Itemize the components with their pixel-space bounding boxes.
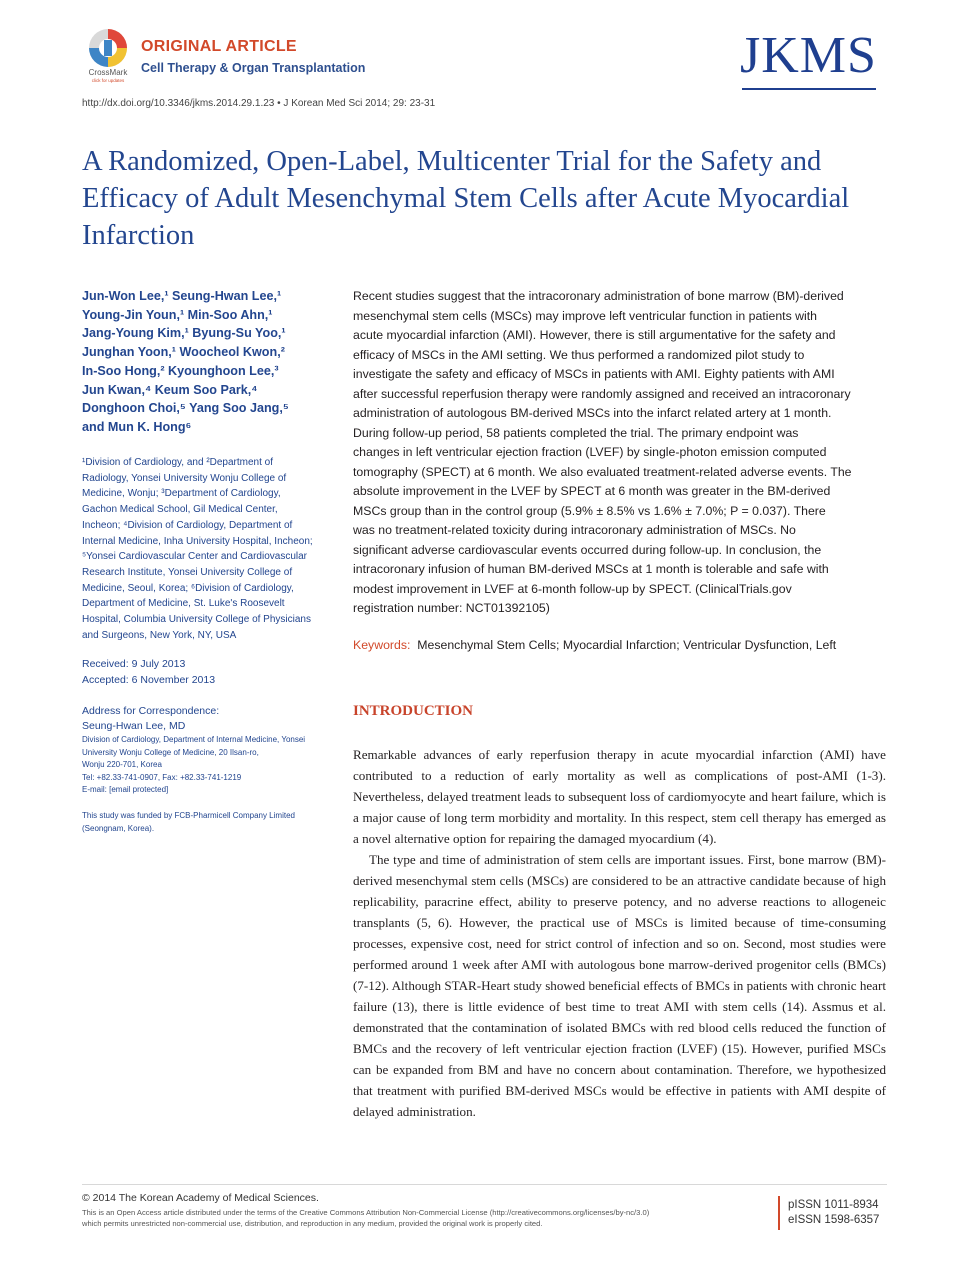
affiliation-line: ¹Division of Cardiology, and ²Department of xyxy=(82,457,274,468)
received-date: Received: 9 July 2013 xyxy=(82,658,186,670)
affiliation-line: Research Institute, Yonsei University College of xyxy=(82,566,293,578)
author-line: Jun-Won Lee,¹ Seung-Hwan Lee,¹ xyxy=(82,289,282,303)
intro-paragraph: The type and time of administration of stem cells are important issues. First, bone marrow (BM)-derived mesenchymal stem cells (MSCs) are considered to be an attractive candidate because of high replicability, paracrine effect, ability to preserve potency, and no adverse reactions to allogeneic transplants (5, 6). However, the practical use of MSCs is limited because of time-consuming processes, expensive cost, need for strict control of infection and so on. Second, most studies were performed around 1 week after AMI with autologous bone marrow-derived progenitor cells (BMCs) (7-12). Although STAR-Heart study showed beneficial effects of BMCs in patients with chronic heart failure (13), there is little evidence of best time to treat AMI with stem cells (14). Assmus et al. demonstrated that the contamination of isolated BMCs with red blood cells reduced the function of BMCs and the recovery of left ventricular ejection fraction (LVEF) (15). However, purified MSCs can be expanded from BM and have no concern about contamination. Therefore, we hypothesized that treatment with purified BM-derived MSCs would be effective in patients with AMI despite of delayed administration. xyxy=(353,852,886,1119)
author-list xyxy=(82,287,344,437)
correspondence-label: Address for Correspondence: xyxy=(82,705,220,717)
keywords-label: Keywords: xyxy=(353,638,411,652)
correspondence-name: Seung-Hwan Lee, MD xyxy=(82,720,186,732)
funding-line: (Seongnam, Korea). xyxy=(82,823,155,833)
affiliation-line: ⁵Yonsei Cardiovascular Center and Cardiovascular xyxy=(82,551,308,563)
correspondence-address-line: Wonju 220-701, Korea xyxy=(82,760,162,769)
accepted-date: Accepted: 6 November 2013 xyxy=(82,673,216,686)
license-line: which permits unrestricted non-commercial use, distribution, and reproduction in any medium, provided the original work is properly cited. xyxy=(82,1219,543,1228)
introduction-heading: INTRODUCTION xyxy=(353,703,474,719)
affiliations xyxy=(82,455,344,643)
abstract-line: mesenchymal stem cells (MSCs) may improve left ventricular function in patients with xyxy=(353,308,818,323)
abstract-line: changes in left ventricular ejection fraction (LVEF) by single-photon emission computed xyxy=(353,445,827,459)
crossmark-badge[interactable] xyxy=(82,26,134,90)
affiliation-line: Incheon; ⁴Division of Cardiology, Department of xyxy=(82,519,293,531)
funding-line: This study was funded by FCB-Pharmicell Company Limited xyxy=(82,811,295,820)
author-line: Donghoon Choi,⁵ Yang Soo Jang,⁵ xyxy=(82,401,289,416)
abstract-line: tomography (SPECT) at 6 month. We also evaluated treatment-related adverse events. The xyxy=(353,464,852,479)
abstract xyxy=(353,287,885,619)
abstract-line: intracoronary infusion of human BM-derived MSCs at 1 month is tolerable and safe with xyxy=(353,562,829,576)
correspondence-address-line: University Wonju College of Medicine, 20 Ilsan-ro, xyxy=(82,747,259,757)
keywords-text: Mesenchymal Stem Cells; Myocardial Infarction; Ventricular Dysfunction, Left xyxy=(417,638,837,652)
abstract-line: MSCs group than in the control group (5.9% ± 8.5% vs 1.6% ± 7.0%; P = 0.037). There xyxy=(353,503,826,518)
affiliation-line: Hospital, Columbia University College of Physicians xyxy=(82,614,311,626)
abstract-line: after successful reperfusion therapy were randomly assigned and received an intracoronary xyxy=(353,386,851,401)
author-line: and Mun K. Hong⁶ xyxy=(82,419,192,434)
footer-divider xyxy=(82,1184,887,1185)
pissn: pISSN 1011-8934 xyxy=(788,1199,879,1211)
abstract-line: administration of autologous BM-derived MSCs into the infarct related artery at 1 month. xyxy=(353,406,832,420)
license-line: This is an Open Access article distributed under the terms of the Creative Commons Attribution Non-Commercial License (http://creativecommons.org/licenses/by-nc/3.0) xyxy=(82,1208,650,1217)
affiliation-line: Radiology, Yonsei University Wonju College of xyxy=(82,472,287,484)
journal-logo-underline xyxy=(742,88,876,90)
issn-divider xyxy=(778,1196,780,1230)
author-line: Jang-Young Kim,¹ Byung-Su Yoo,¹ xyxy=(82,326,286,341)
introduction-body xyxy=(353,744,886,1122)
intro-paragraph: Remarkable advances of early reperfusion therapy in acute myocardial infarction (AMI) have contributed to a reduction of early mortality as well as complications of post-AMI (1-3). Nevertheless, delayed treatment leads to subsequent loss of cardiomyocyte and heart failure, which is a major cause of long term morbidity and mortality. In this respect, stem cell therapy has emerged as a novel alternative option for repairing the damaged myocardium (4). xyxy=(353,747,886,846)
journal-logo: JKMS xyxy=(740,27,877,84)
affiliation-line: and Surgeons, New York, NY, USA xyxy=(82,629,237,641)
correspondence-email[interactable]: E-mail: [email protected] xyxy=(82,785,169,794)
issn-block xyxy=(788,1198,879,1228)
author-line: Junghan Yoon,¹ Woocheol Kwon,² xyxy=(82,345,285,360)
crossmark-sublabel: click for updates xyxy=(91,78,125,83)
abstract-line: investigate the safety and efficacy of MSCs in patients with AMI. Eighty patients with AMI xyxy=(353,367,835,381)
abstract-line: registration number: NCT01392105) xyxy=(353,601,550,615)
abstract-line: absolute improvement in the LVEF by SPECT at 6 month was greater in the BM-derived xyxy=(353,484,831,498)
affiliation-line: Gachon Medical School, Gil Medical Center, xyxy=(82,504,278,516)
article-subcategory: Cell Therapy & Organ Transplantation xyxy=(141,61,366,75)
affiliation-line: Medicine, Seoul, Korea; ⁶Division of Cardiology, xyxy=(82,582,294,594)
funding-note xyxy=(82,810,344,835)
abstract-line: was no treatment-related toxicity during intracoronary administration of MSCs. No xyxy=(353,523,796,537)
correspondence-phone: Tel: +82.33-741-0907, Fax: +82.33-741-1219 xyxy=(82,772,242,782)
correspondence xyxy=(82,704,344,797)
abstract-line: modest improvement in LVEF at 6-month follow-up by SPECT. (ClinicalTrials.gov xyxy=(353,581,792,596)
article-title: A Randomized, Open-Label, Multicenter Trial for the Safety and Efficacy of Adult Mesenchymal Stem Cells after Acute Myocardial Infarction xyxy=(82,146,850,251)
article-category: ORIGINAL ARTICLE xyxy=(141,38,297,55)
correspondence-address-line: Division of Cardiology, Department of Internal Medicine, Yonsei xyxy=(82,735,306,744)
article-dates xyxy=(82,657,344,688)
affiliation-line: Department of Medicine, St. Luke's Roosevelt xyxy=(82,598,285,610)
license-note xyxy=(82,1207,772,1229)
abstract-line: efficacy of MSCs in the AMI setting. We thus performed a randomized pilot study to xyxy=(353,347,805,362)
crossmark-label: CrossMark xyxy=(88,68,128,77)
abstract-line: Recent studies suggest that the intracoronary administration of bone marrow (BM)-derived xyxy=(353,289,844,303)
doi-citation[interactable]: http://dx.doi.org/10.3346/jkms.2014.29.1.23 • J Korean Med Sci 2014; 29: 23-31 xyxy=(82,98,436,109)
eissn: eISSN 1598-6357 xyxy=(788,1214,880,1226)
abstract-line: acute myocardial infarction (AMI). However, there is still argumentative for the safety and xyxy=(353,328,836,342)
author-line: Young-Jin Youn,¹ Min-Soo Ahn,¹ xyxy=(82,307,273,322)
abstract-line: During follow-up period, 58 patients completed the trial. The primary endpoint was xyxy=(353,425,799,440)
affiliation-line: Medicine, Wonju; ³Department of Cardiology, xyxy=(82,488,281,500)
author-line: Jun Kwan,⁴ Keum Soo Park,⁴ xyxy=(82,382,258,397)
affiliation-line: Internal Medicine, Inha University Hospital, Incheon; xyxy=(82,535,313,547)
copyright: © 2014 The Korean Academy of Medical Sciences. xyxy=(82,1192,319,1204)
author-line: In-Soo Hong,² Kyounghoon Lee,³ xyxy=(82,363,279,378)
keywords xyxy=(353,638,893,652)
abstract-line: significant adverse cardiovascular events occurred during follow-up. In conclusion, the xyxy=(353,542,822,557)
